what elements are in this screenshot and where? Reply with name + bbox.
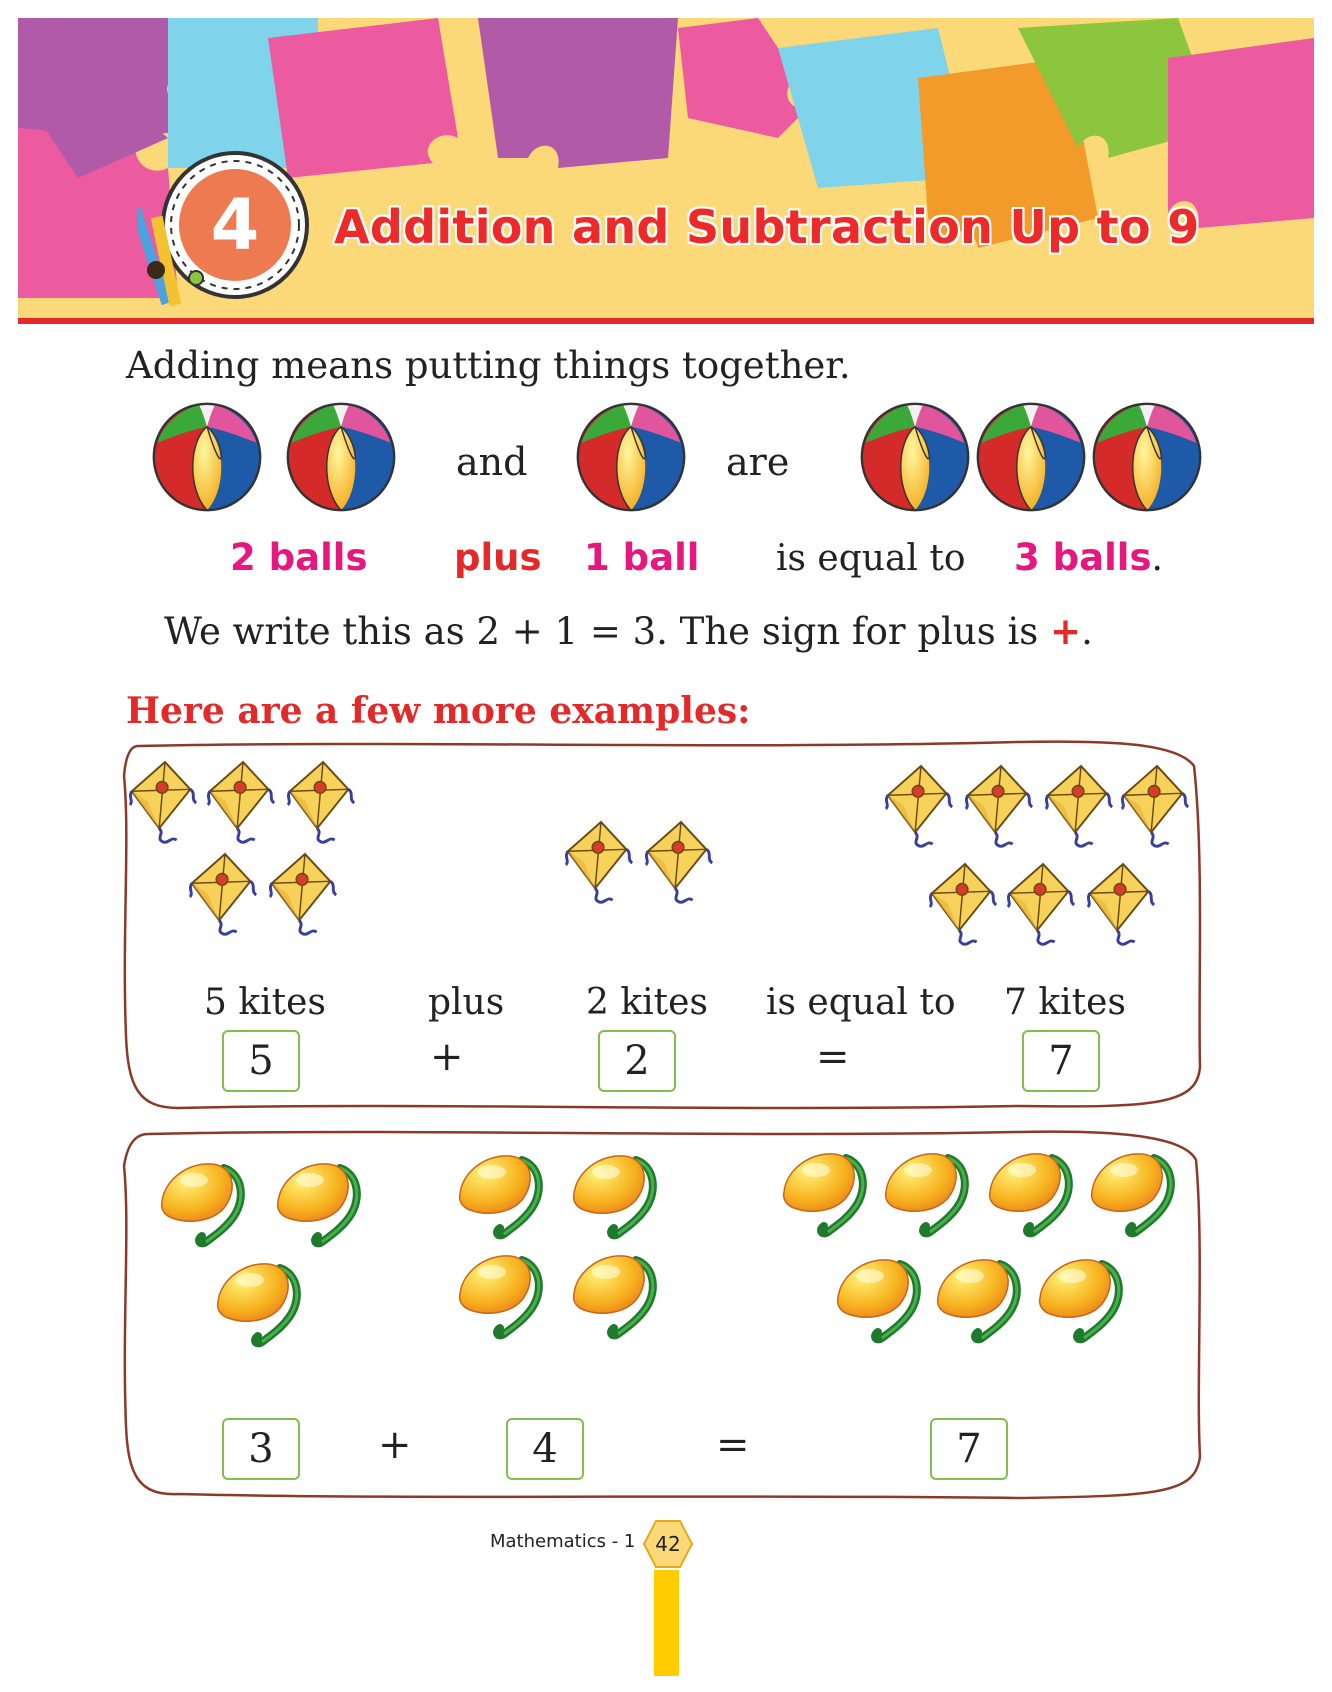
- ball-icon: [284, 400, 398, 514]
- ball-icon: [150, 400, 264, 514]
- page-number: 42: [655, 1532, 681, 1556]
- chapter-title: Addition and Subtraction Up to 9: [334, 200, 1200, 254]
- label-one-ball: 1 ball: [584, 536, 700, 579]
- kite-icon: [1004, 860, 1082, 948]
- ball-icon: [974, 400, 1088, 514]
- plus-sign: +: [1050, 610, 1082, 653]
- chapter-number: 4: [210, 184, 260, 266]
- plus-operator: +: [430, 1034, 464, 1080]
- answer-box-result: 7: [1022, 1030, 1100, 1092]
- page-number-badge: [642, 1518, 694, 1570]
- kite-icon: [1118, 762, 1196, 850]
- mango-icon: [1084, 1140, 1184, 1240]
- mango-icon: [452, 1142, 552, 1242]
- mango-icon: [566, 1142, 666, 1242]
- examples-heading: Here are a few more examples:: [126, 690, 751, 732]
- label-two-balls: 2 balls: [230, 536, 368, 579]
- page-marker-bar: [654, 1570, 679, 1676]
- kite-icon: [284, 758, 362, 846]
- label-seven-kites: 7 kites: [1004, 982, 1126, 1023]
- mango-icon: [566, 1242, 666, 1342]
- kite-icon: [642, 818, 720, 906]
- kite-icon: [266, 850, 344, 938]
- kite-icon: [186, 850, 264, 938]
- kite-icon: [126, 758, 204, 846]
- label-is-equal-to: is equal to: [766, 982, 956, 1023]
- mango-icon: [878, 1140, 978, 1240]
- answer-box-second: 4: [506, 1418, 584, 1480]
- period: .: [1081, 610, 1093, 653]
- mango-icon: [982, 1140, 1082, 1240]
- kite-icon: [1084, 860, 1162, 948]
- answer-box-first: 3: [222, 1418, 300, 1480]
- answer-box-result: 7: [930, 1418, 1008, 1480]
- mango-icon: [1032, 1246, 1132, 1346]
- write-sentence-text: We write this as 2 + 1 = 3. The sign for plus is: [164, 610, 1039, 653]
- kite-icon: [926, 860, 1004, 948]
- mango-icon: [154, 1150, 254, 1250]
- word-are: are: [726, 440, 790, 484]
- kite-icon: [562, 818, 640, 906]
- mango-icon: [776, 1140, 876, 1240]
- kite-icon: [882, 762, 960, 850]
- equals-operator: =: [816, 1034, 850, 1080]
- pencil-ruler-icon: [138, 196, 208, 316]
- banner-underline: [18, 318, 1314, 324]
- kite-icon: [204, 758, 282, 846]
- footer-book-title: Mathematics - 1: [490, 1531, 636, 1552]
- mango-icon: [930, 1246, 1030, 1346]
- ball-icon: [574, 400, 688, 514]
- mango-icon: [270, 1150, 370, 1250]
- mango-icon: [210, 1250, 310, 1350]
- answer-box-second: 2: [598, 1030, 676, 1092]
- intro-sentence: Adding means putting things together.: [126, 344, 851, 387]
- mango-icon: [830, 1246, 930, 1346]
- mango-icon: [452, 1242, 552, 1342]
- label-plus: plus: [454, 536, 542, 579]
- write-sentence: [164, 610, 1093, 653]
- label-two-kites: 2 kites: [586, 982, 708, 1023]
- label-three-balls: 3 balls: [1014, 536, 1152, 579]
- answer-box-first: 5: [222, 1030, 300, 1092]
- word-and: and: [456, 440, 528, 484]
- label-is-equal-to: is equal to: [776, 538, 966, 579]
- plus-operator: +: [378, 1422, 412, 1468]
- period: .: [1151, 538, 1163, 579]
- label-five-kites: 5 kites: [204, 982, 326, 1023]
- label-plus: plus: [428, 982, 505, 1023]
- equals-operator: =: [716, 1422, 750, 1468]
- ball-icon: [1090, 400, 1204, 514]
- label-result: [1014, 536, 1163, 579]
- ball-icon: [858, 400, 972, 514]
- kite-icon: [962, 762, 1040, 850]
- kite-icon: [1042, 762, 1120, 850]
